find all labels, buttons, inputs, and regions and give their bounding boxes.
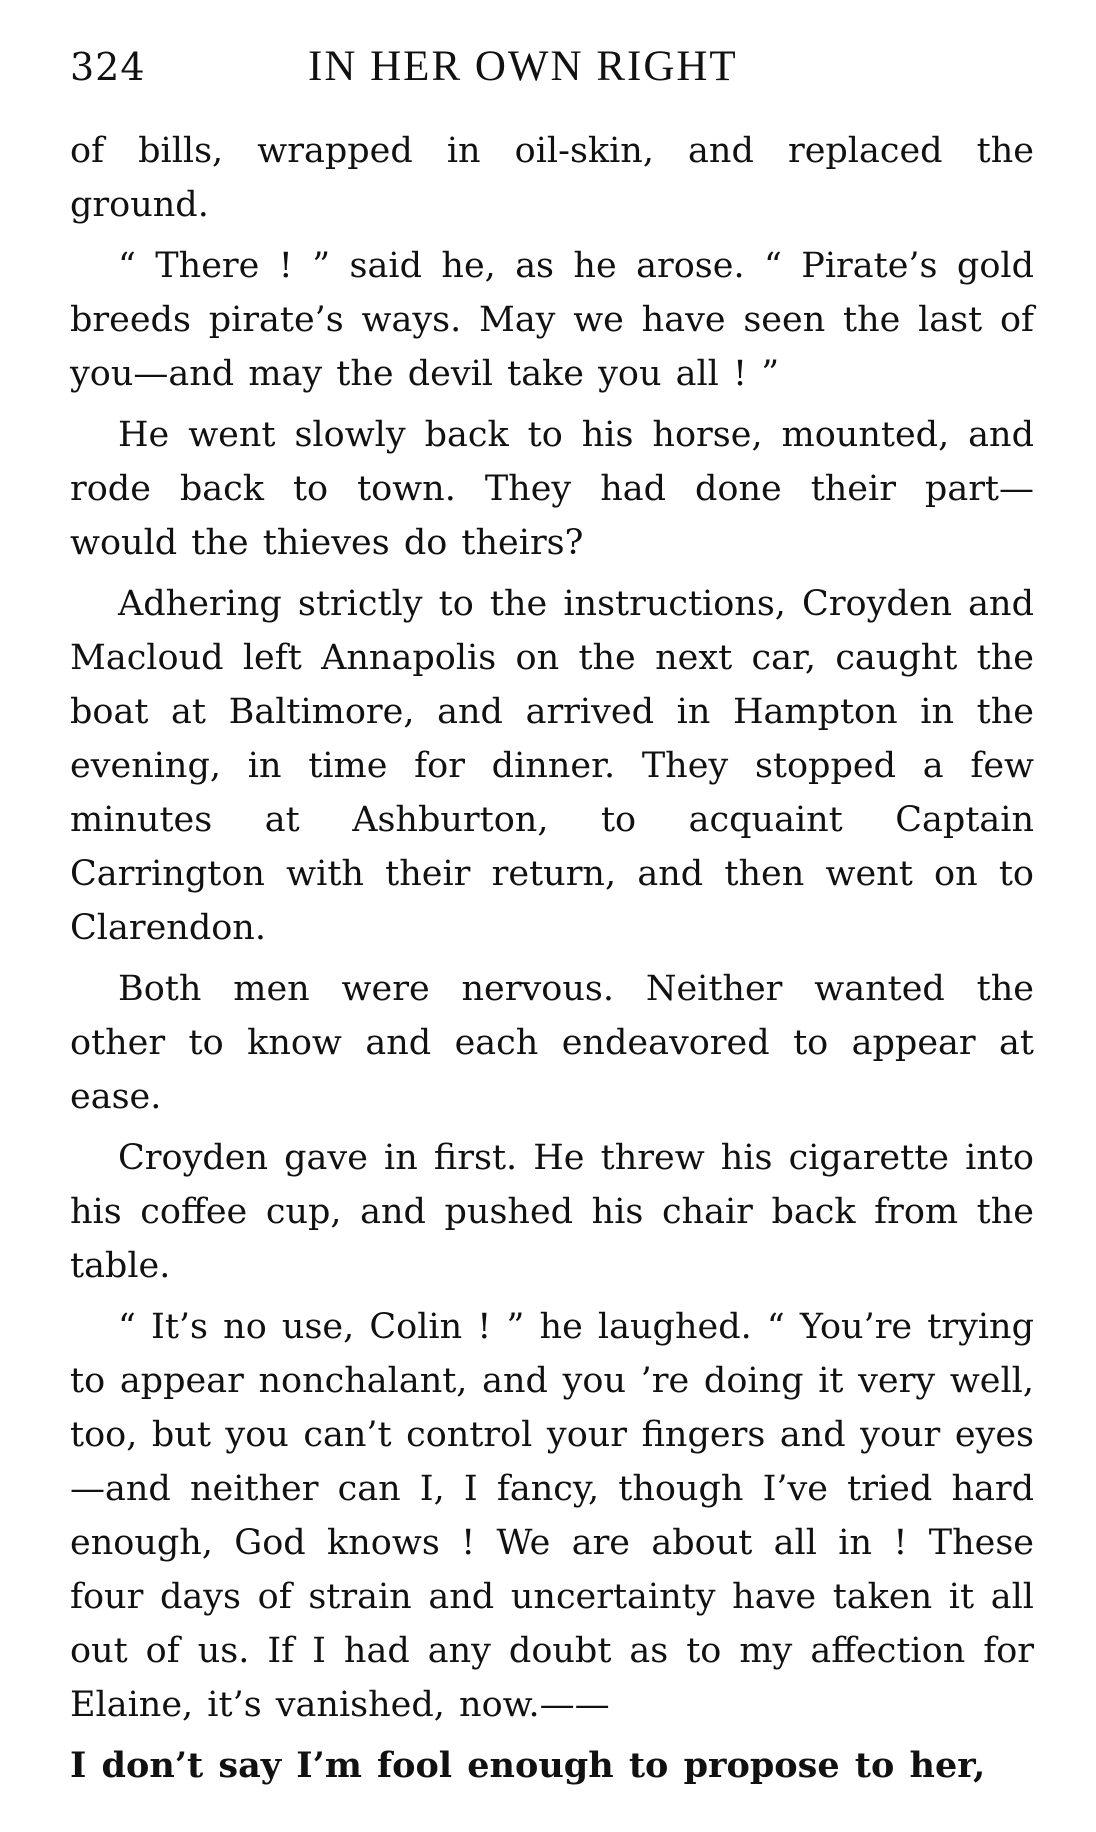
book-page bbox=[70, 36, 1034, 1796]
running-title: IN HER OWN RIGHT bbox=[308, 43, 738, 90]
paragraph-5: Both men were nervous. Neither wanted the other to know and each endeavored to appear at ease. bbox=[70, 969, 1034, 1117]
paragraph-1: of bills, wrapped in oil-skin, and replaced the ground. bbox=[70, 131, 1034, 225]
paragraph-7: “ It’s no use, Colin ! ” he laughed. “ You’re trying to appear nonchalant, and you ’re doing it very well, too, but you can’t control your fingers and your eyes—and neither can I, I fancy, though I’ve tried hard enough, God knows ! We are about all in ! These four days of strain and uncertainty have taken it all out of us. If I had any doubt as to my affection for Elaine, it’s vanished, now.—— bbox=[70, 1307, 1034, 1725]
running-head bbox=[70, 36, 1034, 98]
paragraph-3: He went slowly back to his horse, mounted, and rode back to town. They had done their part— would the thieves do theirs? bbox=[70, 415, 1034, 563]
paragraph-6: Croyden gave in first. He threw his cigarette into his coffee cup, and pushed his chair back from the table. bbox=[70, 1138, 1034, 1286]
page-number: 324 bbox=[70, 45, 146, 89]
paragraph-4: Adhering strictly to the instructions, Croyden and Macloud left Annapolis on the next car, caught the boat at Baltimore, and arrived in Hampton in the evening, in time for dinner. They stopped a few minutes at Ashburton, to acquaint Captain Carrington with their return, and then went on to Clarendon. bbox=[70, 584, 1034, 948]
paragraph-2: “ There ! ” said he, as he arose. “ Pirate’s gold breeds pirate’s ways. May we have seen the last of you—and may the devil take you all ! ” bbox=[70, 246, 1034, 394]
body-text bbox=[70, 124, 1034, 1800]
paragraph-8: I don’t say I’m fool enough to propose to her, bbox=[70, 1745, 986, 1786]
